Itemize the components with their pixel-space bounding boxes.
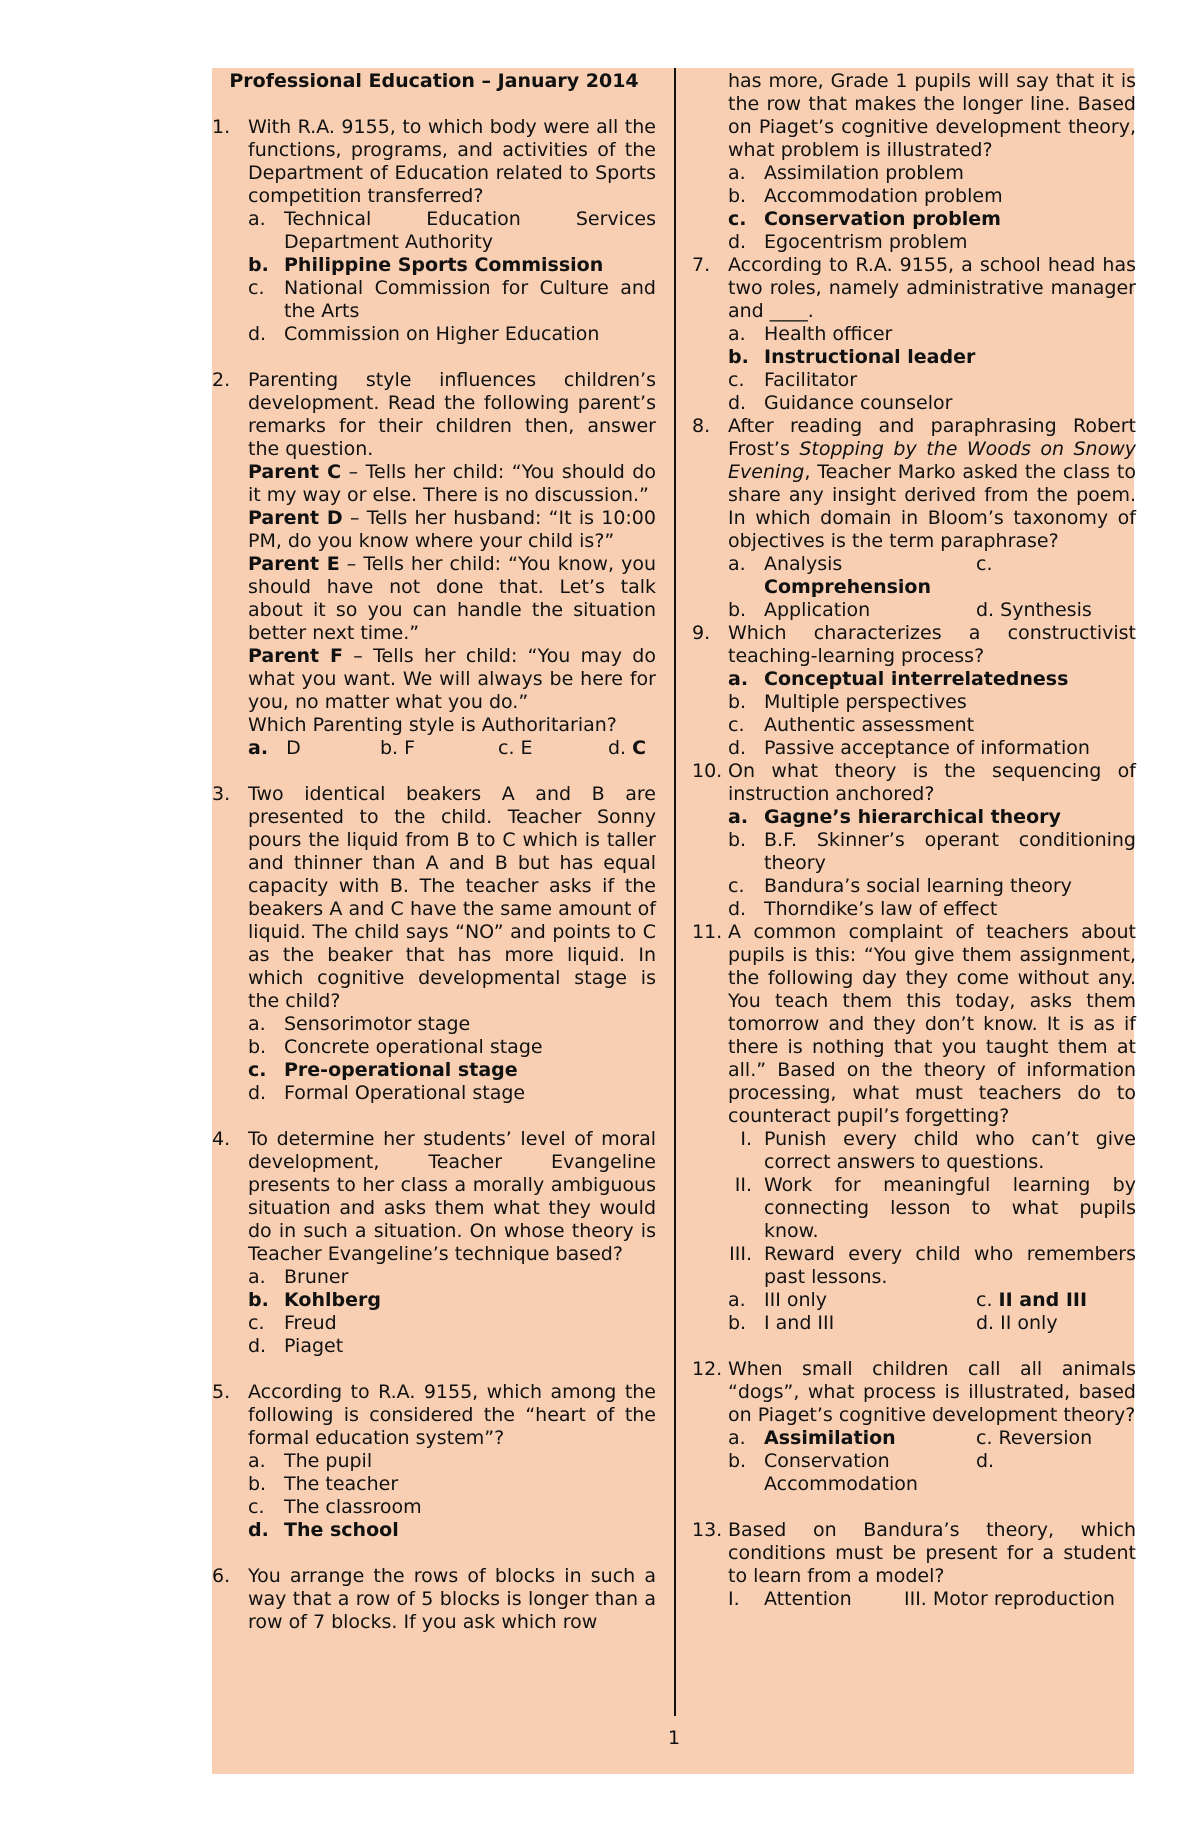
question-text: You arrange the rows of blocks in such a way that a row of 5 blocks is longer than a row of 7 blocks. If you ask which row [248,1565,656,1633]
option-a-answer: a. Gagne’s hierarchical theory [728,806,1061,828]
page-number: 1 [667,1727,681,1749]
option-c: c. National Commission for Culture and the Arts [248,277,656,322]
question-5 [212,1381,656,1542]
option-d: d. Passive acceptance of information [728,737,1090,759]
question-number: 13. [692,1519,723,1541]
parent-d-remark: Parent D – Tells her husband: “It is 10:00 PM, do you know where your child is?” [248,507,656,552]
left-column [212,70,656,1634]
option-b-answer: b. Philippine Sports Commission [248,254,604,276]
option-d: d. Egocentrism problem [728,231,968,253]
option-b: b. B.F. Skinner’s operant conditioning theory [728,829,1136,874]
question-number: 5. [212,1381,231,1403]
question-number: 6. [212,1565,231,1587]
question-7 [692,254,1136,415]
question-text: Which characterizes a constructivist teaching-learning process? [728,622,1136,667]
question-2 [212,369,656,760]
question-text: Based on Bandura’s theory, which conditions must be present for a student to learn from a model? [728,1519,1136,1587]
option-b-answer: b. Instructional leader [728,346,976,368]
option-a: a. The pupil [248,1450,373,1472]
option-c-answer: c. Conservation problem [728,208,1001,230]
option-a-answer: a. Conceptual interrelatedness [728,668,1069,690]
question-number: 9. [692,622,711,644]
question-11 [692,921,1136,1335]
option-c: c. Facilitator [728,369,858,391]
question-number: 7. [692,254,711,276]
statement-i: I. Punish every child who can’t give correct answers to questions. [740,1128,1136,1173]
option-b: b. Multiple perspectives [728,691,967,713]
option-d: d. Thorndike’s law of effect [728,898,998,920]
option-d: d. Piaget [248,1335,344,1357]
statement-iii: III. Reward every child who remembers past lessons. [729,1243,1136,1288]
question-6-continued [692,70,1136,254]
question-text: According to R.A. 9155, which among the following is considered the “heart of the formal education system”? [248,1381,656,1449]
question-prompt: Which Parenting style is Authoritarian? [248,714,617,736]
question-number: 11. [692,921,723,943]
question-number: 3. [212,783,231,805]
options-row-1: a. Assimilation c. Reversion [728,1427,1093,1449]
option-a: a. Technical Education Services Department Authority [248,208,656,253]
question-text: To determine her students’ level of moral development, Teacher Evangeline presents to her class a morally ambiguous situation and asks them what they would do in such a situation. On whose theory is Teacher Evangeline’s technique based? [248,1128,656,1265]
option-d-answer: d. The school [248,1519,399,1541]
question-number: 2. [212,369,231,391]
page-title: Professional Education – January 2014 [229,70,639,92]
parent-e-remark: Parent E – Tells her child: “You know, you should have not done that. Let’s talk about it so you can handle the situation better next time.” [248,553,656,644]
option-c: c. Bandura’s social learning theory [728,875,1072,897]
option-c: c. Authentic assessment [728,714,975,736]
parent-c-remark: Parent C – Tells her child: “You should do it my way or else. There is no discussion.” [248,461,656,506]
question-8 [692,415,1136,622]
option-b-answer: b. Kohlberg [248,1289,381,1311]
right-column [692,70,1136,1611]
option-d: d. Formal Operational stage [248,1082,526,1104]
question-4 [212,1128,656,1358]
statement-ii: II. Work for meaningful learning by connecting lesson to what pupils know. [734,1174,1136,1242]
option-a: a. Bruner [248,1266,349,1288]
question-number: 8. [692,415,711,437]
question-12 [692,1358,1136,1496]
option-c-answer: Comprehension [764,576,931,598]
options-row-1: a. Analysis c. [728,553,993,575]
question-number: 1. [212,116,231,138]
question-text: A common complaint of teachers about pupils is this: “You give them assignment, the following day they come without any. You teach them this today, asks them tomorrow and they don’t know. It is as if there is nothing that you taught them at all.” Based on the theory of information processing, what must teachers do to counteract pupil’s forgetting? [728,921,1136,1127]
question-number: 10. [692,760,723,782]
question-6 [212,1565,656,1634]
answer-options: a. D b. F c. E d. C [248,737,647,759]
option-a: a. Assimilation problem [728,162,964,184]
question-text: Two identical beakers A and B are presented to the child. Teacher Sonny pours the liquid from B to C which is taller and thinner than A and B but has equal capacity with B. The teacher asks if the beakers A and C have the same amount of liquid. The child says “NO” and points to C as the beaker that has more liquid. In which cognitive developmental stage is the child? [248,783,656,1012]
question-1 [212,116,656,346]
option-c-answer: c. Pre-operational stage [248,1059,518,1081]
question-text: On what theory is the sequencing of instruction anchored? [728,760,1136,805]
question-text: has more, Grade 1 pupils will say that it is the row that makes the longer line. Based on Piaget’s cognitive development theory, what problem is illustrated? [728,70,1136,161]
question-text: According to R.A. 9155, a school head has two roles, namely administrative manager and ____. [728,254,1136,322]
options-row-2: b. Application d. Synthesis [728,599,1092,621]
option-b: b. The teacher [248,1473,399,1495]
question-13 [692,1519,1136,1611]
option-d: d. Commission on Higher Education [248,323,600,345]
conditions-row: I. Attention III. Motor reproduction [728,1588,1115,1610]
question-text: When small children call all animals “dogs”, what process is illustrated, based on Piaget’s cognitive development theory? [728,1358,1136,1426]
question-number: 12. [692,1358,723,1380]
option-a: a. Health officer [728,323,893,345]
options-row-2: b. I and III d. II only [728,1312,1058,1334]
option-c: c. The classroom [248,1496,422,1518]
question-number: 4. [212,1128,231,1150]
question-10 [692,760,1136,921]
option-d-continued: Accommodation [764,1473,918,1495]
question-text: After reading and paraphrasing Robert Frost’s Stopping by the Woods on Snowy Evening, Teacher Marko asked the class to share any insight derived from the poem. In which domain in Bloom’s taxonomy of objectives is the term paraphrase? [728,415,1136,552]
option-b: b. Concrete operational stage [248,1036,543,1058]
option-d: d. Guidance counselor [728,392,953,414]
options-row-2: b. Conservation d. [728,1450,995,1472]
question-9 [692,622,1136,760]
question-text: With R.A. 9155, to which body were all the functions, programs, and activities of the Department of Education related to Sports competition transferred? [248,116,656,207]
parent-f-remark: Parent F – Tells her child: “You may do what you want. We will always be here for you, no matter what you do.” [248,645,656,713]
options-row-1: a. III only c. II and III [728,1289,1088,1311]
column-divider [674,68,676,1716]
option-c: c. Freud [248,1312,337,1334]
option-b: b. Accommodation problem [728,185,1003,207]
question-3 [212,783,656,1105]
question-text: Parenting style influences children’s development. Read the following parent’s remarks for their children then, answer the question. [248,369,656,460]
option-a: a. Sensorimotor stage [248,1013,471,1035]
